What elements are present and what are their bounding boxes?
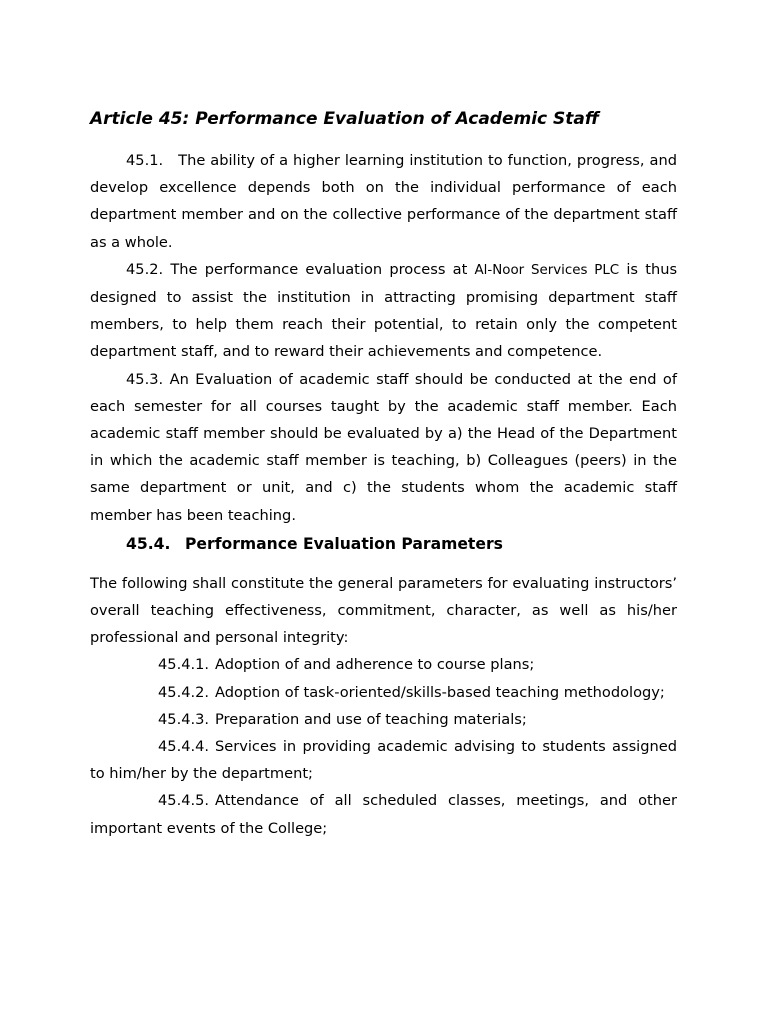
company-name: Al-Noor Services PLC	[474, 262, 620, 278]
paragraph-text: The ability of a higher learning institution to function, progress, and develop excellence depends both on the individual performance of each department member and on the collective performance of the department staff as a whole.	[90, 152, 677, 251]
article-body	[90, 105, 677, 842]
item-text: Adoption of task-oriented/skills-based teaching methodology;	[215, 683, 665, 701]
paragraph-text: An Evaluation of academic staff should be conducted at the end of each semester for all courses taught by the academic staff member. Each academic staff member should be evaluated by a) the Head of the Department in which the academic staff member is teaching, b) Colleagues (peers) in the same department or unit, and c) the students whom the academic staff member has been teaching.	[90, 370, 677, 524]
section-title: Performance Evaluation Parameters	[185, 534, 503, 553]
section-number: 45.4.	[126, 534, 171, 553]
list-item	[90, 733, 677, 787]
item-number: 45.4.3.	[158, 710, 210, 728]
list-item	[90, 679, 677, 706]
list-item	[90, 787, 677, 841]
paragraph-45-3	[90, 366, 677, 529]
paragraph-text-after: is thus designed to assist the institution in attracting promising department staff members, to help them reach their potential, to retain only the competent department staff, and to reward their achievements and competence.	[90, 260, 678, 361]
paragraph-number: 45.3.	[126, 370, 164, 388]
article-title: Article 45: Performance Evaluation of Academic Staff	[90, 109, 600, 129]
section-intro: The following shall constitute the general parameters for evaluating instructors’ overall teaching effectiveness, commitment, character, as well as his/her professional and personal integrity:	[90, 574, 677, 647]
item-number: 45.4.5.	[158, 792, 210, 810]
item-text: Services in providing academic advising to students assigned to him/her by the department;	[90, 738, 677, 783]
item-text: Attendance of all scheduled classes, meetings, and other important events of the College;	[90, 792, 677, 837]
item-number: 45.4.4.	[158, 738, 210, 756]
list-item	[90, 651, 677, 678]
paragraph-text-before: The performance evaluation process at	[170, 260, 468, 278]
paragraph-45-2	[90, 256, 677, 366]
paragraph-number: 45.1.	[126, 152, 164, 169]
item-number: 45.4.2.	[158, 683, 210, 701]
item-text: Adoption of and adherence to course plans;	[215, 656, 535, 674]
item-number: 45.4.1.	[158, 656, 210, 674]
paragraph-45-1	[90, 147, 677, 256]
item-text: Preparation and use of teaching materials;	[215, 710, 527, 728]
paragraph-number: 45.2.	[126, 260, 164, 278]
section-heading	[126, 529, 677, 559]
list-item	[90, 706, 677, 733]
